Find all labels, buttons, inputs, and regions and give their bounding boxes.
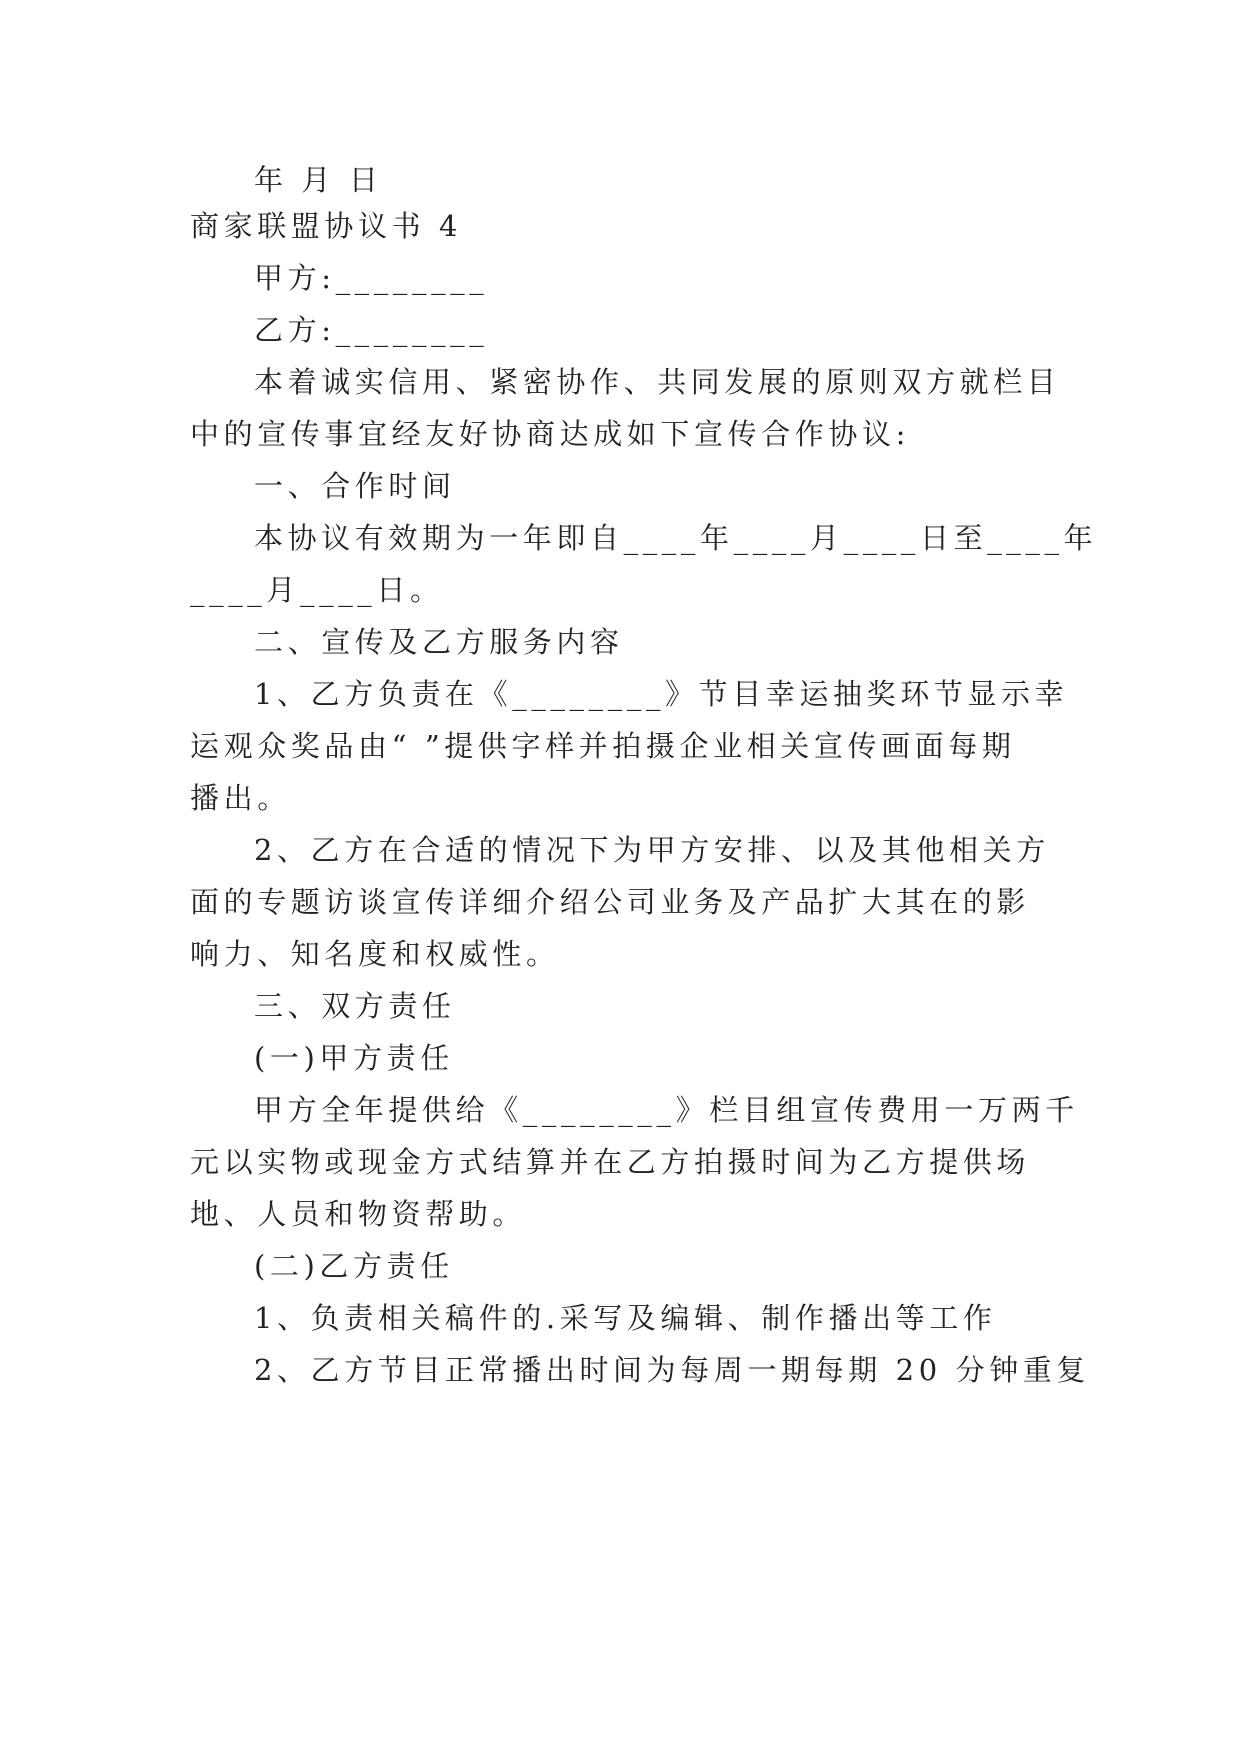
section-body-line: 本协议有效期为一年即自____年____月____日至____年 bbox=[254, 521, 1098, 555]
section-body-line: 播出。 bbox=[190, 781, 291, 815]
section-body-line: 2、乙方节目正常播出时间为每周一期每期 20 分钟重复 bbox=[254, 1353, 1090, 1387]
intro-line: 中的宣传事宜经友好协商达成如下宣传合作协议: bbox=[190, 417, 910, 451]
section-heading: 二、宣传及乙方服务内容 bbox=[254, 625, 624, 659]
section-body-line: 地、人员和物资帮助。 bbox=[190, 1197, 527, 1231]
section-body-line: 1、负责相关稿件的.采写及编辑、制作播出等工作 bbox=[254, 1301, 997, 1335]
section-body-line: 元以实物或现金方式结算并在乙方拍摄时间为乙方提供场 bbox=[190, 1145, 1031, 1179]
section-heading: 三、双方责任 bbox=[254, 989, 456, 1023]
document-title: 商家联盟协议书 4 bbox=[190, 209, 463, 243]
section-body-line: 运观众奖品由“ ”提供字样并拍摄企业相关宣传画面每期 bbox=[190, 729, 1016, 763]
section-body-line: 2、乙方在合适的情况下为甲方安排、以及其他相关方 bbox=[254, 833, 1050, 867]
subsection-heading: (一)甲方责任 bbox=[254, 1041, 454, 1075]
intro-line: 本着诚实信用、紧密协作、共同发展的原则双方就栏目 bbox=[254, 365, 1061, 399]
section-heading: 一、合作时间 bbox=[254, 469, 456, 503]
party-b-line: 乙方:________ bbox=[254, 313, 489, 347]
section-body-line: 甲方全年提供给《________》栏目组宣传费用一万两千 bbox=[254, 1093, 1079, 1127]
party-a-line: 甲方:________ bbox=[254, 261, 489, 295]
date-line: 年 月 日 bbox=[254, 163, 383, 197]
section-body-line: 1、乙方负责在《________》节目幸运抽奖环节显示幸 bbox=[254, 677, 1069, 711]
section-body-line: ____月____日。 bbox=[190, 573, 444, 607]
section-body-line: 响力、知名度和权威性。 bbox=[190, 937, 560, 971]
section-body-line: 面的专题访谈宣传详细介绍公司业务及产品扩大其在的影 bbox=[190, 885, 1031, 919]
subsection-heading: (二)乙方责任 bbox=[254, 1249, 454, 1283]
